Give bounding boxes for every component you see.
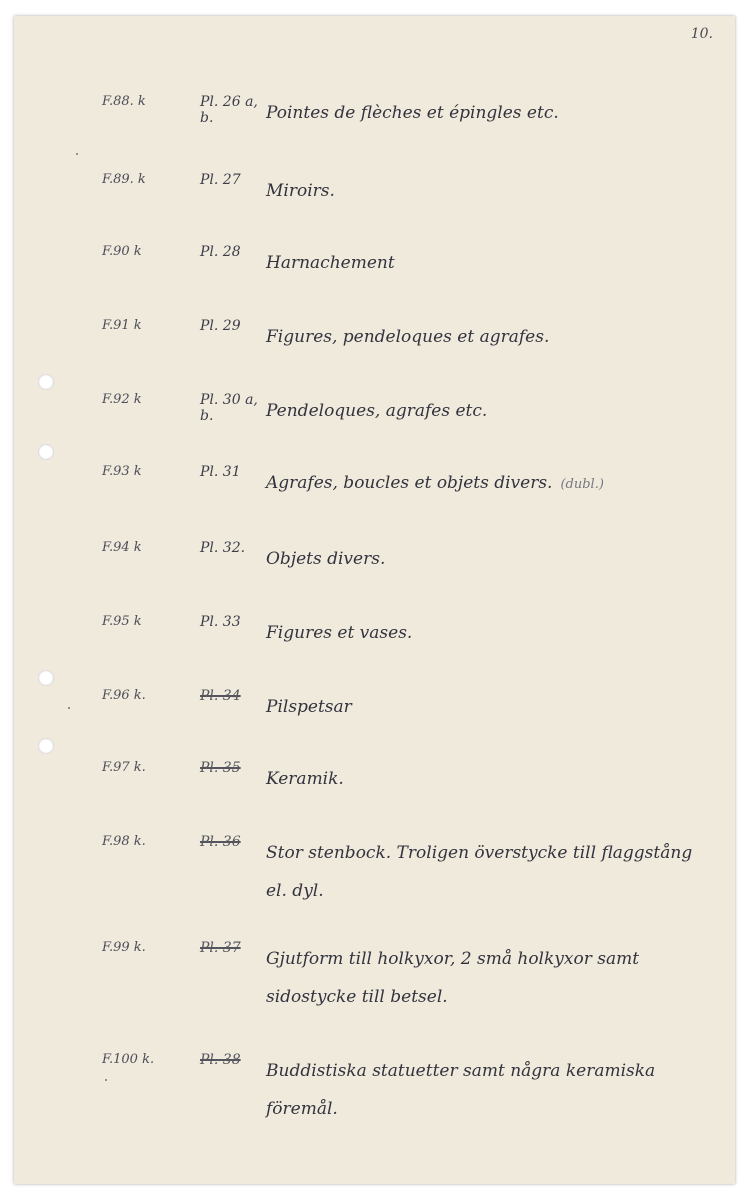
plate-number: Pl. 26 a, b. xyxy=(200,94,258,126)
punch-hole-lower-1 xyxy=(38,670,54,686)
entry-description xyxy=(266,834,716,910)
plate-number: Pl. 32. xyxy=(200,540,246,556)
punch-hole-upper xyxy=(38,374,54,390)
entry-code: F.94 k xyxy=(102,540,142,555)
ink-speck xyxy=(68,707,70,709)
entry-code: F.98 k. xyxy=(102,834,146,849)
entry-code: F.99 k. xyxy=(102,940,146,955)
ink-speck xyxy=(105,1079,107,1081)
entry-code: F.88. k xyxy=(102,94,146,109)
description-text: Pilspetsar xyxy=(266,697,352,717)
plate-number: Pl. 30 a, b. xyxy=(200,392,258,424)
description-text: Miroirs. xyxy=(266,181,335,201)
punch-hole-lower-2 xyxy=(38,738,54,754)
description-text: Gjutform till holkyxor, 2 små holkyxor samt sidostycke till betsel. xyxy=(266,949,640,1007)
entry-code: F.93 k xyxy=(102,464,142,479)
entry-description xyxy=(266,688,716,726)
entry-description xyxy=(266,172,716,210)
description-text: Agrafes, boucles et objets divers. xyxy=(266,473,553,493)
entry-description xyxy=(266,760,716,798)
entry-description xyxy=(266,94,716,132)
plate-number: Pl. 31 xyxy=(200,464,241,480)
entry-code: F.95 k xyxy=(102,614,142,629)
entry-description xyxy=(266,940,716,1016)
entry-code: F.100 k. xyxy=(102,1052,155,1067)
punch-hole-middle xyxy=(38,444,54,460)
description-text: Harnachement xyxy=(266,253,395,273)
duplicate-note: (dubl.) xyxy=(560,477,604,492)
plate-number-struck: Pl. 36 xyxy=(200,834,241,850)
plate-number-struck: Pl. 35 xyxy=(200,760,241,776)
plate-number-struck: Pl. 38 xyxy=(200,1052,241,1068)
description-text: Figures et vases. xyxy=(266,623,413,643)
description-text: Keramik. xyxy=(266,769,344,789)
plate-number: Pl. 29 xyxy=(200,318,241,334)
entry-code: F.90 k xyxy=(102,244,142,259)
plate-number: Pl. 28 xyxy=(200,244,241,260)
plate-number-struck: Pl. 34 xyxy=(200,688,241,704)
entry-code: F.91 k xyxy=(102,318,142,333)
entry-description xyxy=(266,1052,716,1128)
entry-description xyxy=(266,244,716,282)
entry-code: F.89. k xyxy=(102,172,146,187)
description-text: Stor stenbock. Troligen överstycke till flaggstång el. dyl. xyxy=(266,843,693,901)
plate-number: Pl. 27 xyxy=(200,172,241,188)
description-text: Figures, pendeloques et agrafes. xyxy=(266,327,550,347)
ink-speck xyxy=(76,153,78,155)
description-text: Buddistiska statuetter samt några keramiska föremål. xyxy=(266,1061,656,1119)
plate-number: Pl. 33 xyxy=(200,614,241,630)
entry-code: F.92 k xyxy=(102,392,142,407)
entry-code: F.96 k. xyxy=(102,688,146,703)
plate-number-struck: Pl. 37 xyxy=(200,940,241,956)
entry-description xyxy=(266,318,716,356)
entry-description xyxy=(266,614,716,652)
page-number: 10. xyxy=(690,26,713,42)
entry-description xyxy=(266,392,716,430)
entry-code: F.97 k. xyxy=(102,760,146,775)
archive-page xyxy=(14,16,735,1184)
description-text: Pointes de flèches et épingles etc. xyxy=(266,103,559,123)
entry-description xyxy=(266,464,716,504)
description-text: Objets divers. xyxy=(266,549,386,569)
description-text: Pendeloques, agrafes etc. xyxy=(266,401,488,421)
entry-description xyxy=(266,540,716,578)
